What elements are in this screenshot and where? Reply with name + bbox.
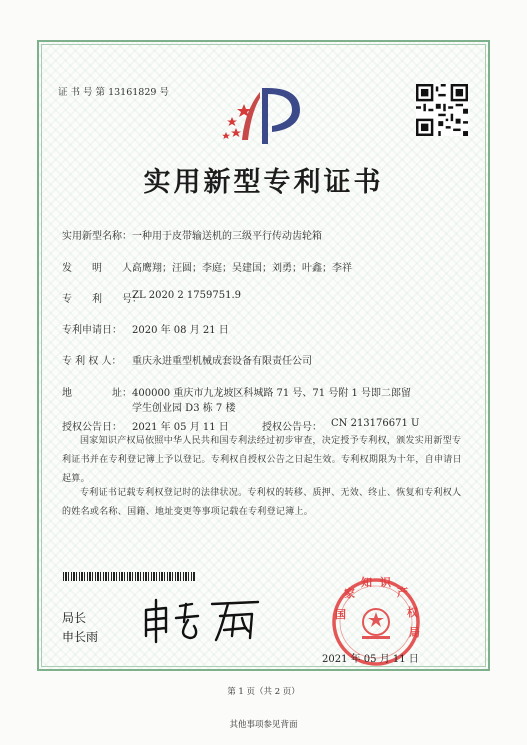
application-date-label: 专利申请日： [62, 325, 122, 336]
director-name: 申长雨 [62, 630, 99, 644]
utility-model-name-value: 一种用于皮带输送机的三级平行传动齿轮箱 [132, 231, 322, 242]
director-signature [140, 596, 265, 644]
patent-number-value: ZL 2020 2 1759751.9 [132, 290, 242, 301]
svg-text:国: 国 [335, 608, 346, 621]
svg-text:家: 家 [344, 587, 355, 600]
inventor-value: 高鹰翔；汪圆；李庭；吴建国；刘勇；叶鑫；李祥 [132, 263, 352, 274]
inventor-label: 发 明 人： [62, 263, 142, 274]
svg-text:局: 局 [409, 626, 420, 639]
patentee-value: 重庆永进重型机械成套设备有限责任公司 [132, 356, 312, 367]
svg-text:产: 产 [397, 586, 408, 599]
address-value-line2: 学生创业园 D3 栋 7 楼 [132, 403, 236, 414]
cnipa-logo-icon [222, 84, 306, 148]
svg-text:知: 知 [361, 576, 372, 589]
utility-model-name-label: 实用新型名称： [62, 231, 132, 242]
footer-note: 其他事项参见背面 [229, 720, 298, 730]
application-date-value: 2020 年 08 月 21 日 [132, 325, 229, 336]
grant-statement-paragraph: 国家知识产权局依照中华人民共和国专利法经过初步审查，决定授予专利权，颁发实用新型专利证书并在专利登记簿上予以登记。专利权自授权公告之日起生效。专利权期限为十年，自申请日起算。 [62, 436, 462, 484]
address-value-line1: 400000 重庆市九龙坡区科城路 71 号、71 号附 1 号即二郎留 [132, 388, 412, 399]
patentee-label: 专 利 权 人： [62, 356, 122, 367]
seal-date: 2021 年 05 月 11 日 [322, 654, 419, 665]
legal-status-paragraph: 专利证书记载专利权登记时的法律状况。专利权的转移、质押、无效、终止、恢复和专利权人的姓名或名称、国籍、地址变更等事项记载在专利登记簿上。 [62, 488, 462, 517]
grant-number-label: 授权公告号： [262, 422, 322, 433]
svg-text:识: 识 [380, 576, 391, 589]
grant-date-value: 2021 年 05 月 11 日 [132, 422, 229, 433]
grant-number-value: CN 213176671 U [331, 418, 420, 429]
grant-date-label: 授权公告日： [62, 422, 122, 433]
certificate-title: 实用新型专利证书 [143, 167, 384, 198]
barcode [63, 572, 195, 581]
page-indicator: 第 1 页（共 2 页） [227, 687, 300, 697]
address-label: 地 址： [62, 388, 132, 399]
svg-text:权: 权 [407, 606, 418, 619]
qr-code-icon [416, 84, 468, 136]
director-title: 局长 [62, 611, 87, 625]
patent-number-label: 专 利 号： [62, 294, 142, 305]
certificate-number: 证 书 号 第 13161829 号 [58, 87, 169, 98]
